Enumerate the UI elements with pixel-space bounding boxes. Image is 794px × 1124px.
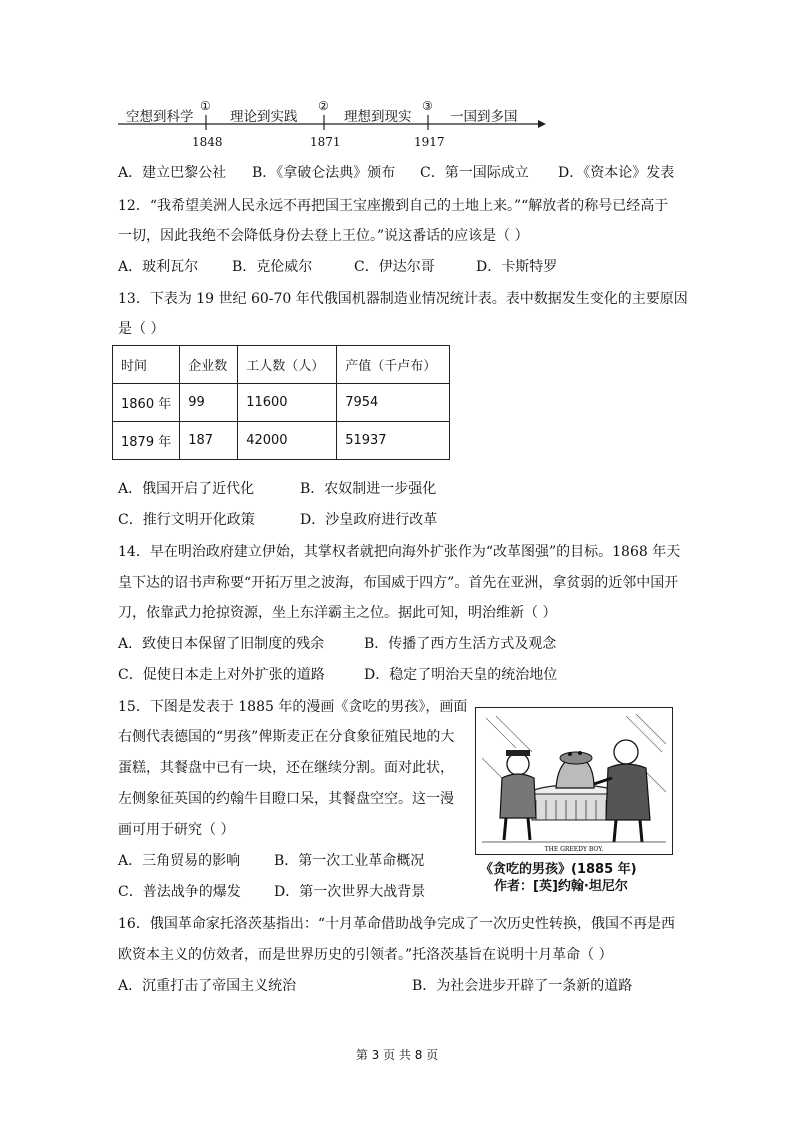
q13-stem-line: 13．下表为 19 世纪 60-70 年代俄国机器制造业情况统计表。表中数据发生变化的主要原因 [118,291,688,307]
q14-stem-line: 14．早在明治政府建立伊始，其掌权者就把向海外扩张作为“改革图强”的目标。1868 年天 [118,544,681,560]
cartoon-caption-author: 作者：[英]约翰·坦尼尔 [494,879,628,894]
q15-stem-line: 右侧代表德国的“男孩”俾斯麦正在分食象征殖民地的大 [118,729,455,745]
cartoon-caption-title: 《贪吃的男孩》(1885 年) [480,862,637,877]
q15-stem-line: 蛋糕，其餐盘中已有一块，还在继续分割。面对此状， [118,760,454,776]
table-header-cell: 产值（千卢布） [337,346,450,384]
timeline-segment: 理论到实践 [230,109,298,125]
timeline-segment: 理想到现实 [344,109,412,125]
timeline-segment: 一国到多国 [450,109,518,125]
data-table [112,345,450,460]
q15-option-d: D．第一次世界大战背景 [274,884,426,900]
table-row [113,422,450,460]
q15-option-b: B．第一次工业革命概况 [274,853,425,869]
q13-option-c: C．推行文明开化政策 [118,512,255,528]
table-header-row [113,346,450,384]
q13-option-b: B．农奴制进一步强化 [300,481,437,497]
q12-option-d: D．卡斯特罗 [476,259,558,275]
table-cell: 1879 年 [113,422,180,460]
q14-option-c: C．促使日本走上对外扩张的道路 [118,667,325,683]
q16-option-b: B．为社会进步开辟了一条新的道路 [412,978,633,994]
q16-stem-line: 欧资本主义的仿效者，而是世界历史的引领者。”托洛茨基旨在说明十月革命（ ） [118,947,613,963]
q11-option-a: A．建立巴黎公社 [118,165,227,181]
table-cell: 1860 年 [113,384,180,422]
cartoon-illustration [476,708,672,854]
q14-option-b: B．传播了西方生活方式及观念 [364,636,557,652]
timeline [118,98,548,158]
q14-option-a: A．致使日本保留了旧制度的残余 [118,636,325,652]
q12-option-c: C．伊达尔哥 [354,259,435,275]
q15-stem-line: 画可用于研究（ ） [118,822,235,838]
q11-option-b: B．《拿破仑法典》颁布 [252,165,396,181]
table-cell: 51937 [337,422,450,460]
q11-option-c: C．第一国际成立 [420,165,529,181]
cartoon-inscription: THE GREEDY BOY. [544,846,604,853]
table-cell: 7954 [337,384,450,422]
cartoon-image [475,707,673,855]
table-cell: 99 [180,384,238,422]
q13-option-a: A．俄国开启了近代化 [118,481,255,497]
timeline-segment: 空想到科学 [126,109,194,125]
q15-option-a: A．三角贸易的影响 [118,853,241,869]
table-cell: 11600 [238,384,337,422]
table-header-cell: 工人数（人） [238,346,337,384]
page-footer: 第 3 页 共 8 页 [355,1048,439,1062]
timeline-marker: ② [318,99,329,113]
table-cell: 187 [180,422,238,460]
timeline-year: 1848 [192,135,223,149]
q13-option-d: D．沙皇政府进行改革 [300,512,438,528]
q15-stem-line: 15．下图是发表于 1885 年的漫画《贪吃的男孩》，画面 [118,699,468,715]
timeline-year: 1871 [310,135,341,149]
q14-stem-line: 刀，依靠武力抢掠资源，坐上东洋霸主之位。据此可知，明治维新（ ） [118,605,557,621]
q13-stem-line: 是（ ） [118,321,165,337]
q15-option-c: C．普法战争的爆发 [118,884,241,900]
q12-option-a: A．玻利瓦尔 [118,259,199,275]
table-cell: 42000 [238,422,337,460]
timeline-marker: ③ [422,99,433,113]
timeline-year: 1917 [414,135,445,149]
q16-option-a: A．沉重打击了帝国主义统治 [118,978,297,994]
timeline-marker: ① [200,99,211,113]
table-header-cell: 企业数 [180,346,238,384]
q12-stem-line: 12．“我希望美洲人民永远不再把国王宝座搬到自己的土地上来。”“解放者的称号已经高于 [118,198,669,214]
q14-stem-line: 皇下达的诏书声称要“开拓万里之波海，布国威于四方”。首先在亚洲，拿贫弱的近邻中国开 [118,575,679,591]
q16-stem-line: 16．俄国革命家托洛茨基指出：“十月革命借助战争完成了一次历史性转换，俄国不再是西 [118,916,675,932]
table-row [113,384,450,422]
q15-stem-line: 左侧象征英国的约翰牛目瞪口呆，其餐盘空空。这一漫 [118,791,454,807]
table-header-cell: 时间 [113,346,180,384]
q14-option-d: D．稳定了明治天皇的统治地位 [364,667,558,683]
q12-option-b: B．克伦威尔 [232,259,313,275]
q11-option-d: D．《资本论》发表 [558,165,675,181]
q12-stem-line: 一切，因此我绝不会降低身份去登上王位。”说这番话的应该是（ ） [118,228,529,244]
